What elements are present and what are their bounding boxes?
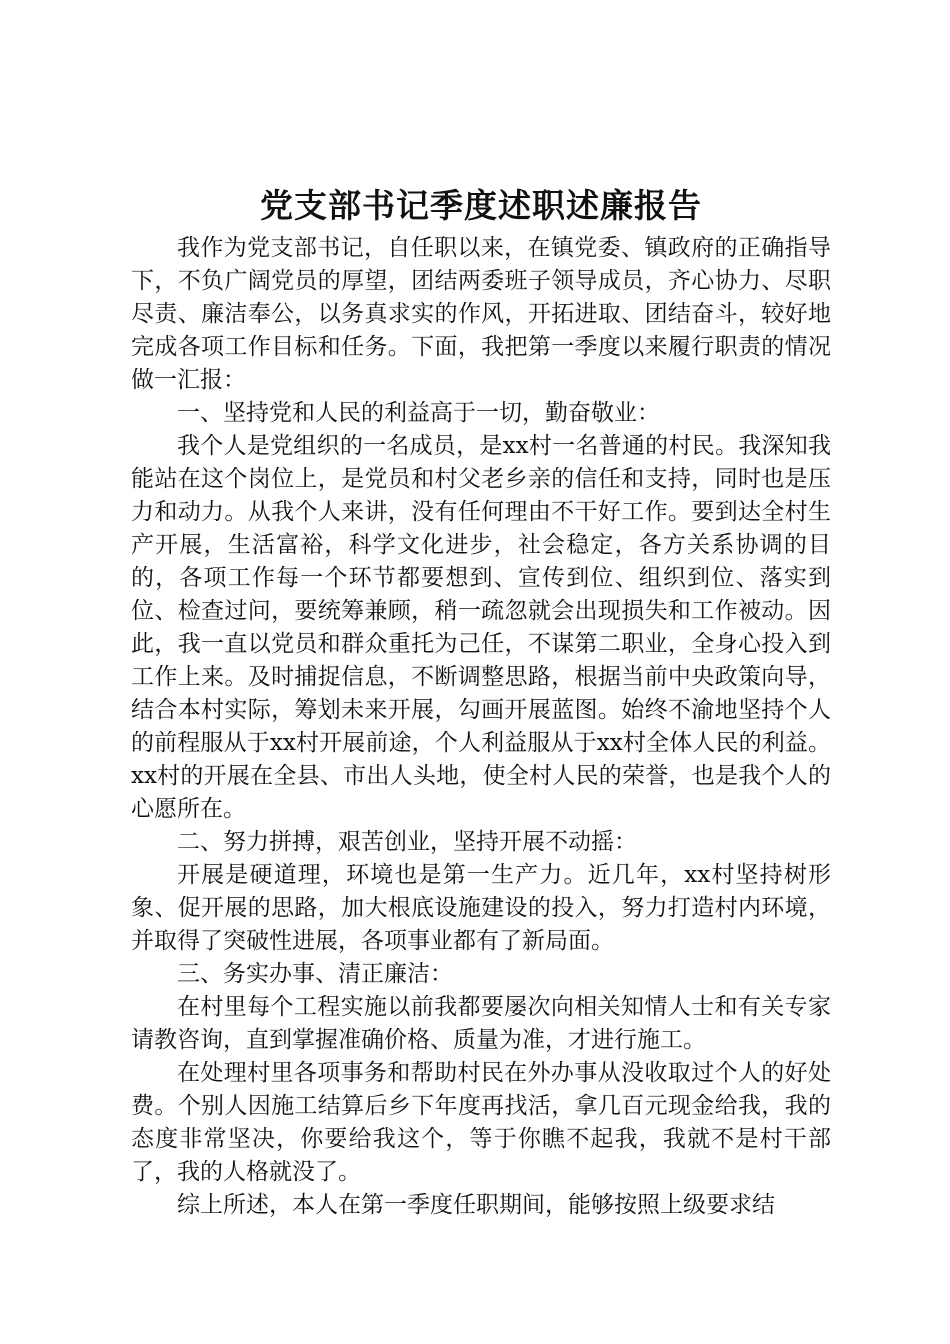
- document-title: 党支部书记季度述职述廉报告: [260, 186, 702, 225]
- document-page: [131, 182, 831, 1222]
- section-heading-3: 三、务实办事、清正廉洁：: [177, 961, 453, 987]
- paragraph-intro: 我作为党支部书记，自任职以来，在镇党委、镇政府的正确指导下，不负广阔党员的厚望，团结两委班子领导成员，齐心协力、尽职尽责、廉洁奉公，以务真求实的作风，开拓进取、团结奋斗，较好地完成各项工作目标和任务。下面，我把第一季度以来履行职责的情况做一汇报：: [131, 235, 831, 393]
- paragraph-section-3a: 在村里每个工程实施以前我都要屡次向相关知情人士和有关专家请教咨询，直到掌握准确价格、质量为准，才进行施工。: [131, 994, 831, 1053]
- paragraph-conclusion: 综上所述，本人在第一季度任职期间，能够按照上级要求结: [177, 1192, 775, 1218]
- section-heading-2: 二、努力拼搏，艰苦创业，坚持开展不动摇：: [177, 829, 637, 855]
- paragraph-section-1: 我个人是党组织的一名成员，是xx村一名普通的村民。我深知我能站在这个岗位上，是党员和村父老乡亲的信任和支持，同时也是压力和动力。从我个人来讲，没有任何理由不干好工作。要到达全村生产开展，生活富裕，科学文化进步，社会稳定，各方关系协调的目的，各项工作每一个环节都要想到、宣传到位、组织到位、落实到位、检查过问，要统筹兼顾，稍一疏忽就会出现损失和工作被动。因此，我一直以党员和群众重托为己任，不谋第二职业，全身心投入到工作上来。及时捕捉信息，不断调整思路，根据当前中央政策向导，结合本村实际，筹划未来开展，勾画开展蓝图。始终不渝地坚持个人的前程服从于xx村开展前途，个人利益服从于xx村全体人民的利益。xx村的开展在全县、市出人头地，使全村人民的荣誉，也是我个人的心愿所在。: [131, 433, 831, 822]
- paragraph-section-2: 开展是硬道理，环境也是第一生产力。近几年，xx村坚持树形象、促开展的思路，加大根底设施建设的投入，努力打造村内环境，并取得了突破性进展，各项事业都有了新局面。: [131, 862, 831, 954]
- section-heading-1: 一、坚持党和人民的利益高于一切，勤奋敬业：: [177, 400, 660, 426]
- paragraph-section-3b: 在处理村里各项事务和帮助村民在外办事从没收取过个人的好处费。个别人因施工结算后乡下年度再找活，拿几百元现金给我，我的态度非常坚决，你要给我这个，等于你瞧不起我，我就不是村干部了，我的人格就没了。: [131, 1060, 831, 1185]
